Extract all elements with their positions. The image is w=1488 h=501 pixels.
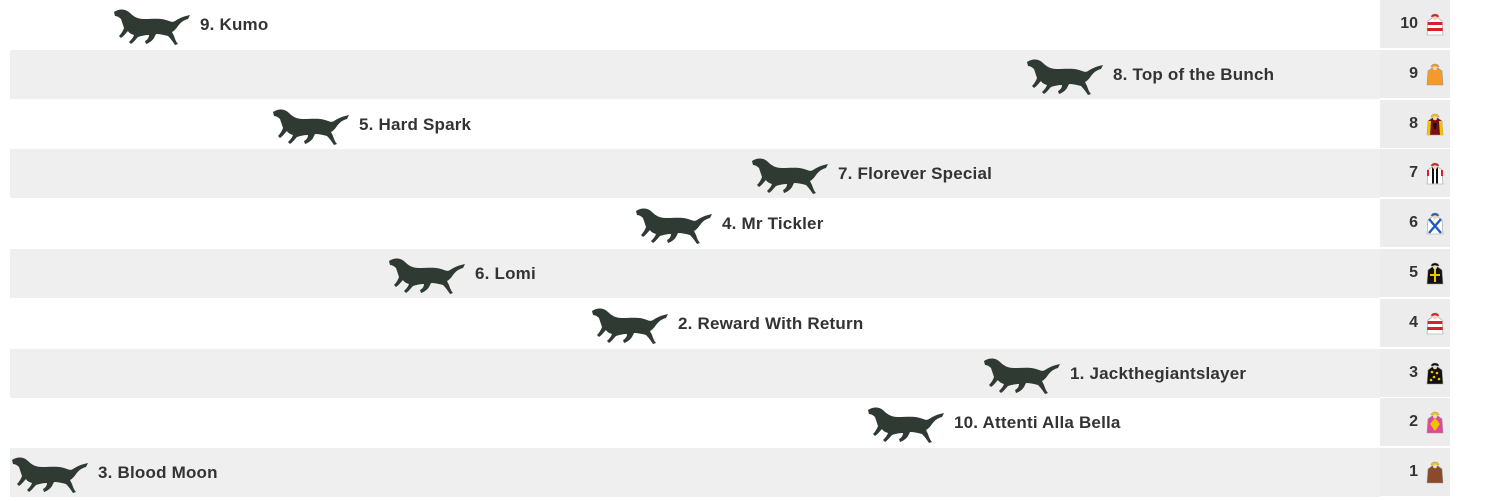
horse-name: 1. Jackthegiantslayer — [1070, 363, 1247, 383]
position-number: 8 — [1409, 115, 1418, 132]
runner — [982, 349, 1246, 398]
horse-name: 7. Florever Special — [838, 163, 993, 183]
horse-name: 8. Top of the Bunch — [1113, 64, 1275, 84]
lane-track — [10, 100, 1380, 149]
runner — [1025, 50, 1274, 99]
horse-name: 2. Reward With Return — [678, 313, 864, 333]
position-cell — [1380, 249, 1450, 297]
race-lane — [10, 398, 1488, 447]
jockey-silk-icon — [1424, 61, 1446, 87]
position-cell — [1380, 50, 1450, 98]
jockey-silk-icon — [1424, 160, 1446, 186]
position-number: 5 — [1409, 264, 1418, 281]
race-lane — [10, 249, 1488, 298]
runner — [634, 199, 824, 248]
horse-icon — [387, 251, 467, 297]
position-cell — [1380, 448, 1450, 496]
jockey-silk-icon — [1424, 11, 1446, 37]
horse-icon — [10, 450, 90, 496]
position-number: 10 — [1400, 15, 1418, 32]
horse-icon — [112, 2, 192, 48]
horse-name: 6. Lomi — [475, 263, 536, 283]
jockey-silk-icon — [1424, 459, 1446, 485]
lane-track — [10, 349, 1380, 398]
race-lane — [10, 448, 1488, 497]
position-cell — [1380, 149, 1450, 197]
jockey-silk-icon — [1424, 409, 1446, 435]
race-lane — [10, 149, 1488, 198]
race-lane — [10, 0, 1488, 49]
horse-name: 3. Blood Moon — [98, 462, 218, 482]
position-cell — [1380, 199, 1450, 247]
race-lane — [10, 299, 1488, 348]
position-number: 2 — [1409, 413, 1418, 430]
horse-icon — [866, 400, 946, 446]
race-lane — [10, 50, 1488, 99]
horse-name: 10. Attenti Alla Bella — [954, 412, 1121, 432]
position-number: 4 — [1409, 314, 1418, 331]
runner — [590, 299, 863, 348]
horse-name: 5. Hard Spark — [359, 114, 472, 134]
jockey-silk-icon — [1424, 310, 1446, 336]
lane-track — [10, 299, 1380, 348]
jockey-silk-icon — [1424, 360, 1446, 386]
horse-icon — [634, 201, 714, 247]
runner — [112, 0, 268, 49]
runner — [866, 398, 1121, 447]
lane-track — [10, 0, 1380, 49]
horse-icon — [590, 301, 670, 347]
jockey-silk-icon — [1424, 210, 1446, 236]
position-number: 6 — [1409, 214, 1418, 231]
lane-track — [10, 448, 1380, 497]
position-number: 3 — [1409, 364, 1418, 381]
horse-icon — [271, 102, 351, 148]
runner — [387, 249, 536, 298]
horse-icon — [1025, 52, 1105, 98]
position-cell — [1380, 299, 1450, 347]
position-cell — [1380, 349, 1450, 397]
position-number: 1 — [1409, 463, 1418, 480]
horse-icon — [982, 351, 1062, 397]
race-lane — [10, 349, 1488, 398]
horse-icon — [750, 151, 830, 197]
lane-track — [10, 50, 1380, 99]
race-lane — [10, 100, 1488, 149]
runner — [10, 448, 218, 497]
lane-track — [10, 149, 1380, 198]
lane-track — [10, 398, 1380, 447]
position-number: 7 — [1409, 164, 1418, 181]
horse-name: 4. Mr Tickler — [722, 213, 824, 233]
position-number: 9 — [1409, 65, 1418, 82]
position-cell — [1380, 100, 1450, 148]
lane-track — [10, 249, 1380, 298]
jockey-silk-icon — [1424, 111, 1446, 137]
lane-track — [10, 199, 1380, 248]
jockey-silk-icon — [1424, 260, 1446, 286]
position-cell — [1380, 398, 1450, 446]
runner — [750, 149, 992, 198]
horse-name: 9. Kumo — [200, 14, 269, 34]
race-lane — [10, 199, 1488, 248]
position-cell — [1380, 0, 1450, 48]
runner — [271, 100, 471, 149]
